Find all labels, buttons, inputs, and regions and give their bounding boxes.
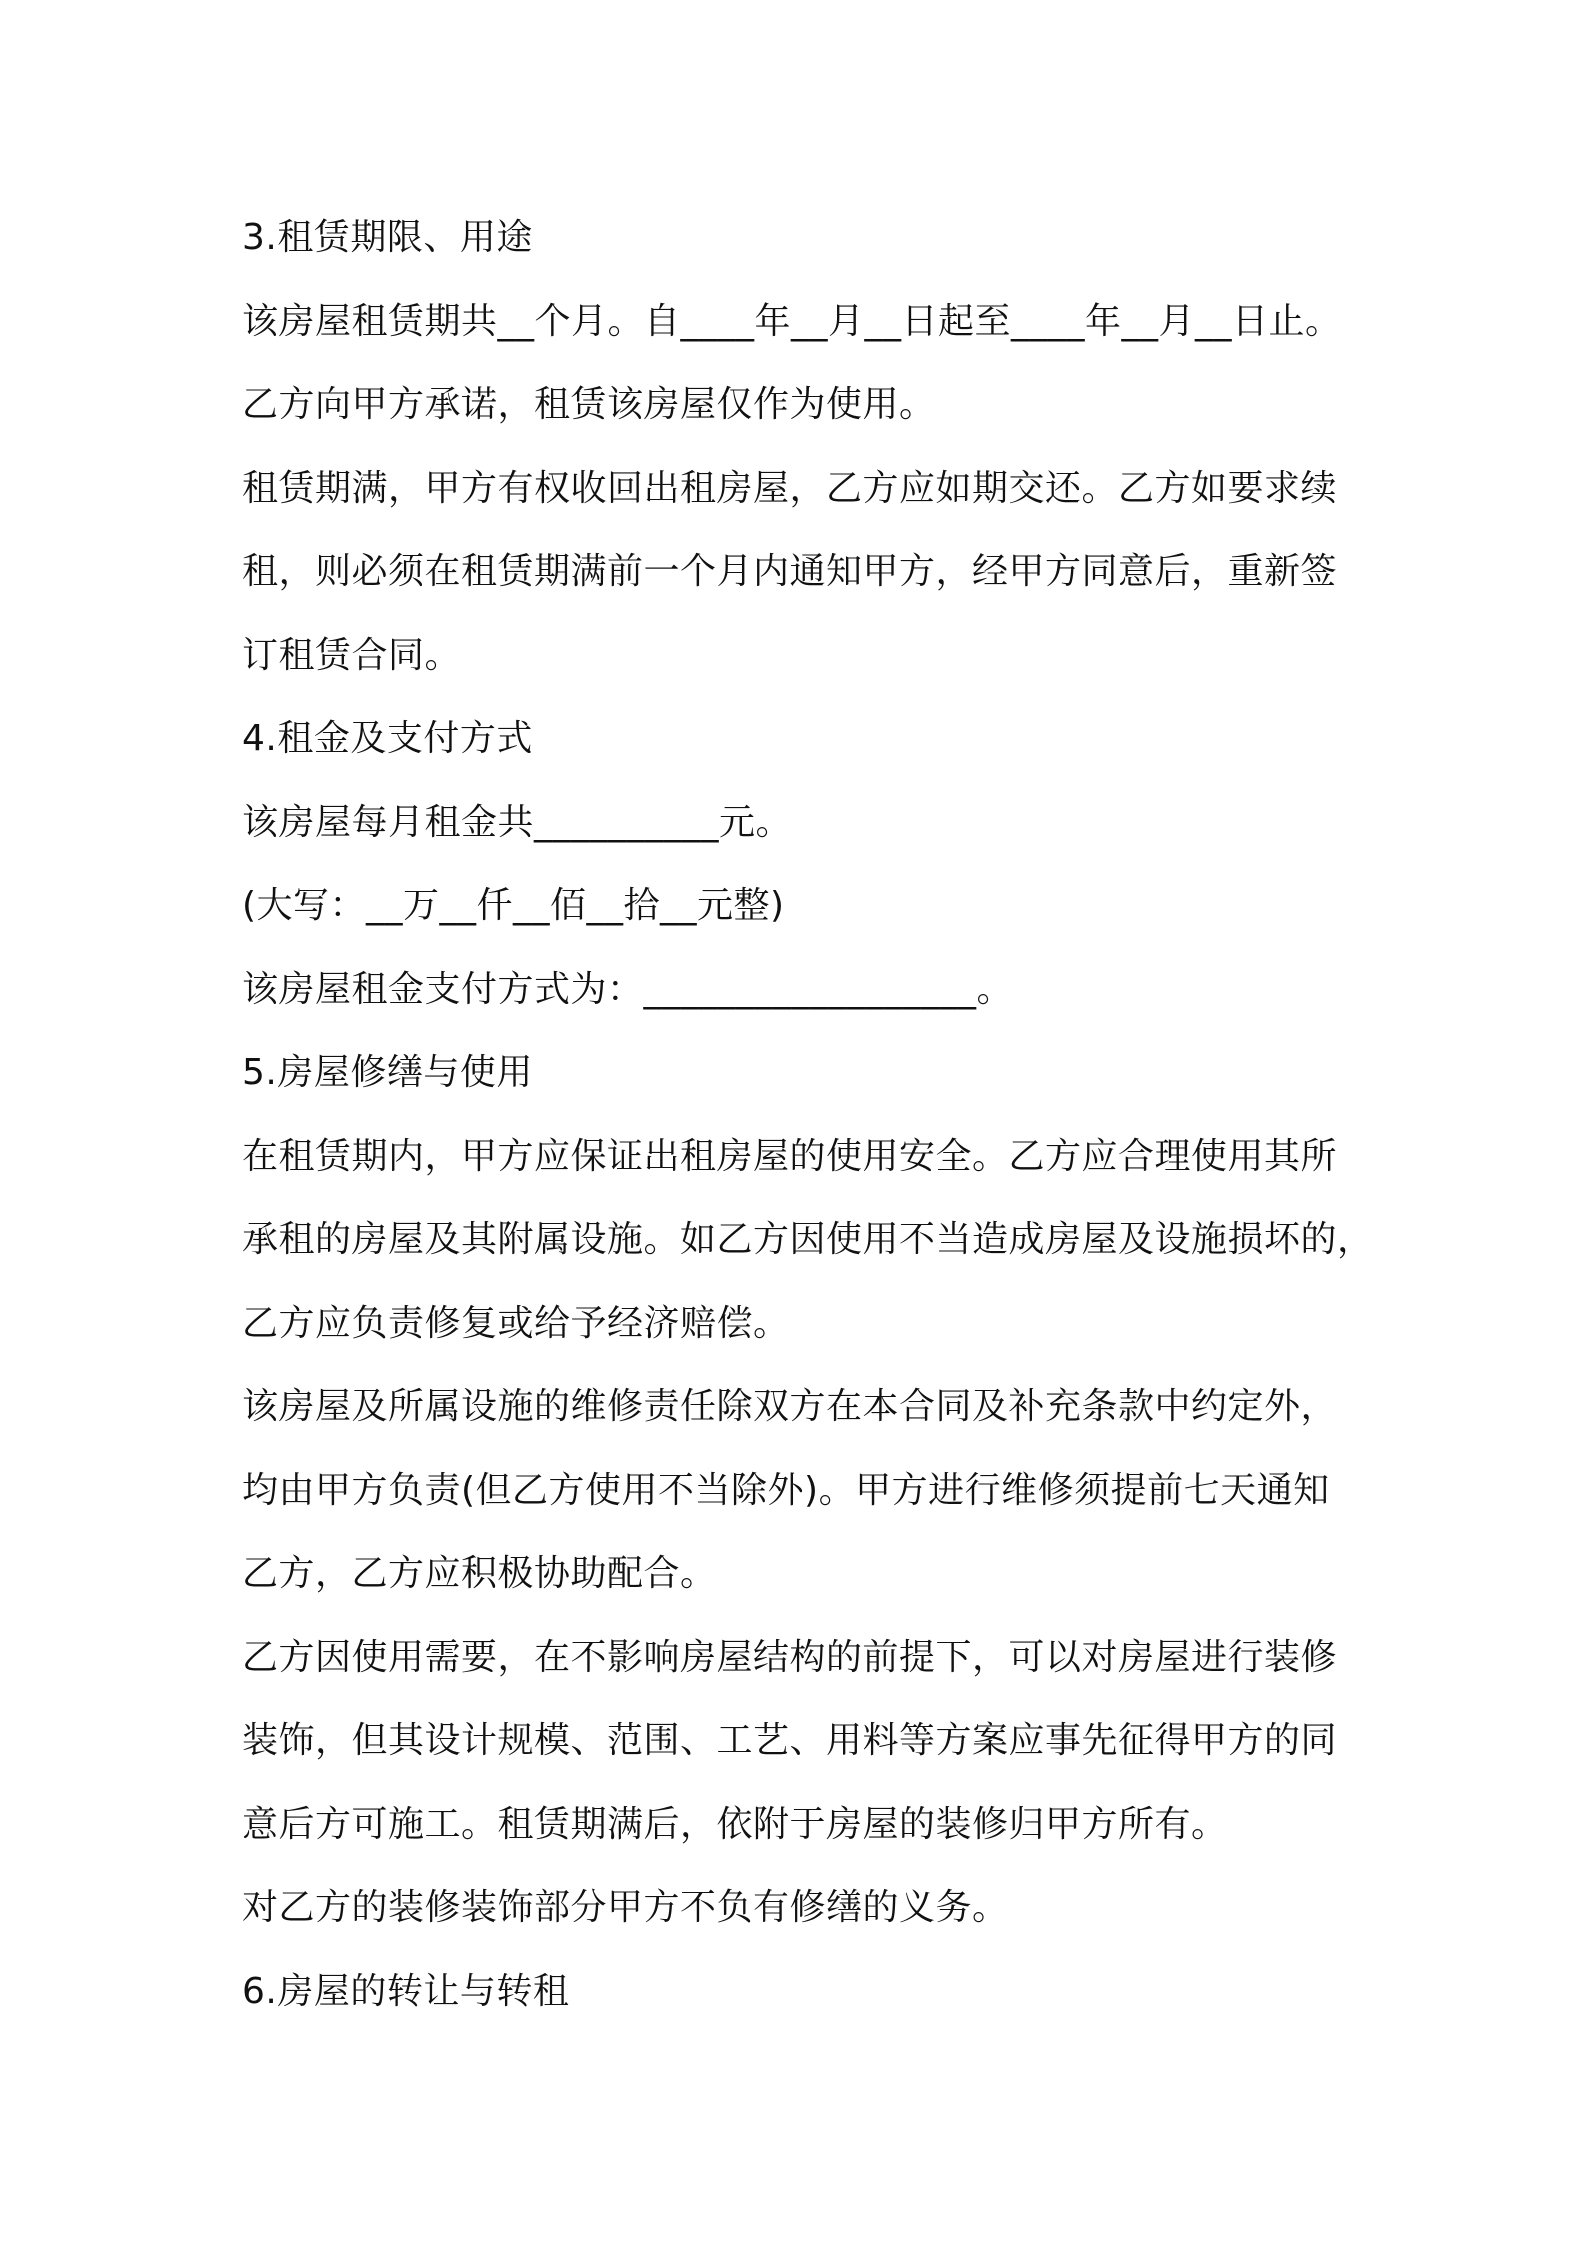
text-line: 意后方可施工。租赁期满后，依附于房屋的装修归甲方所有。 xyxy=(242,1803,1228,1845)
section-heading-3: 3.租赁期限、用途 xyxy=(242,217,533,258)
text-line: 对乙方的装修装饰部分甲方不负有修缮的义务。 xyxy=(242,1887,1009,1928)
text-line: 均由甲方负责(但乙方使用不当除外)。甲方进行维修须提前七天通知 xyxy=(242,1469,1330,1511)
text-line: 该房屋租赁期共__个月。自____年__月__日起至____年__月__日止。 xyxy=(242,300,1342,342)
text-line: 乙方因使用需要，在不影响房屋结构的前提下，可以对房屋进行装修 xyxy=(242,1636,1338,1678)
section-heading-6: 6.房屋的转让与转租 xyxy=(242,1970,570,2012)
text-line: 在租赁期内，甲方应保证出租房屋的使用安全。乙方应合理使用其所 xyxy=(242,1135,1338,1177)
section-heading-5: 5.房屋修缮与使用 xyxy=(242,1052,533,1093)
text-line: 租赁期满，甲方有权收回出租房屋，乙方应如期交还。乙方如要求续 xyxy=(242,467,1338,509)
document-body xyxy=(242,196,1422,2033)
text-line: 订租赁合同。 xyxy=(242,634,462,676)
text-line: 该房屋租金支付方式为：__________________。 xyxy=(242,968,1014,1010)
section-heading-4: 4.租金及支付方式 xyxy=(242,718,533,759)
text-line: 承租的房屋及其附属设施。如乙方因使用不当造成房屋及设施损坏的， xyxy=(242,1219,1374,1260)
text-line: 该房屋每月租金共__________元。 xyxy=(242,801,793,843)
text-line: 租，则必须在租赁期满前一个月内通知甲方，经甲方同意后，重新签 xyxy=(242,551,1338,592)
text-line: 乙方应负责修复或给予经济赔偿。 xyxy=(242,1302,790,1344)
text-line: 装饰，但其设计规模、范围、工艺、用料等方案应事先征得甲方的同 xyxy=(242,1720,1338,1761)
text-line: 该房屋及所属设施的维修责任除双方在本合同及补充条款中约定外， xyxy=(242,1386,1338,1427)
text-line: 乙方向甲方承诺，租赁该房屋仅作为使用。 xyxy=(242,384,936,425)
text-line: 乙方，乙方应积极协助配合。 xyxy=(242,1553,717,1594)
text-line: (大写：__万__仟__佰__拾__元整) xyxy=(242,885,785,926)
